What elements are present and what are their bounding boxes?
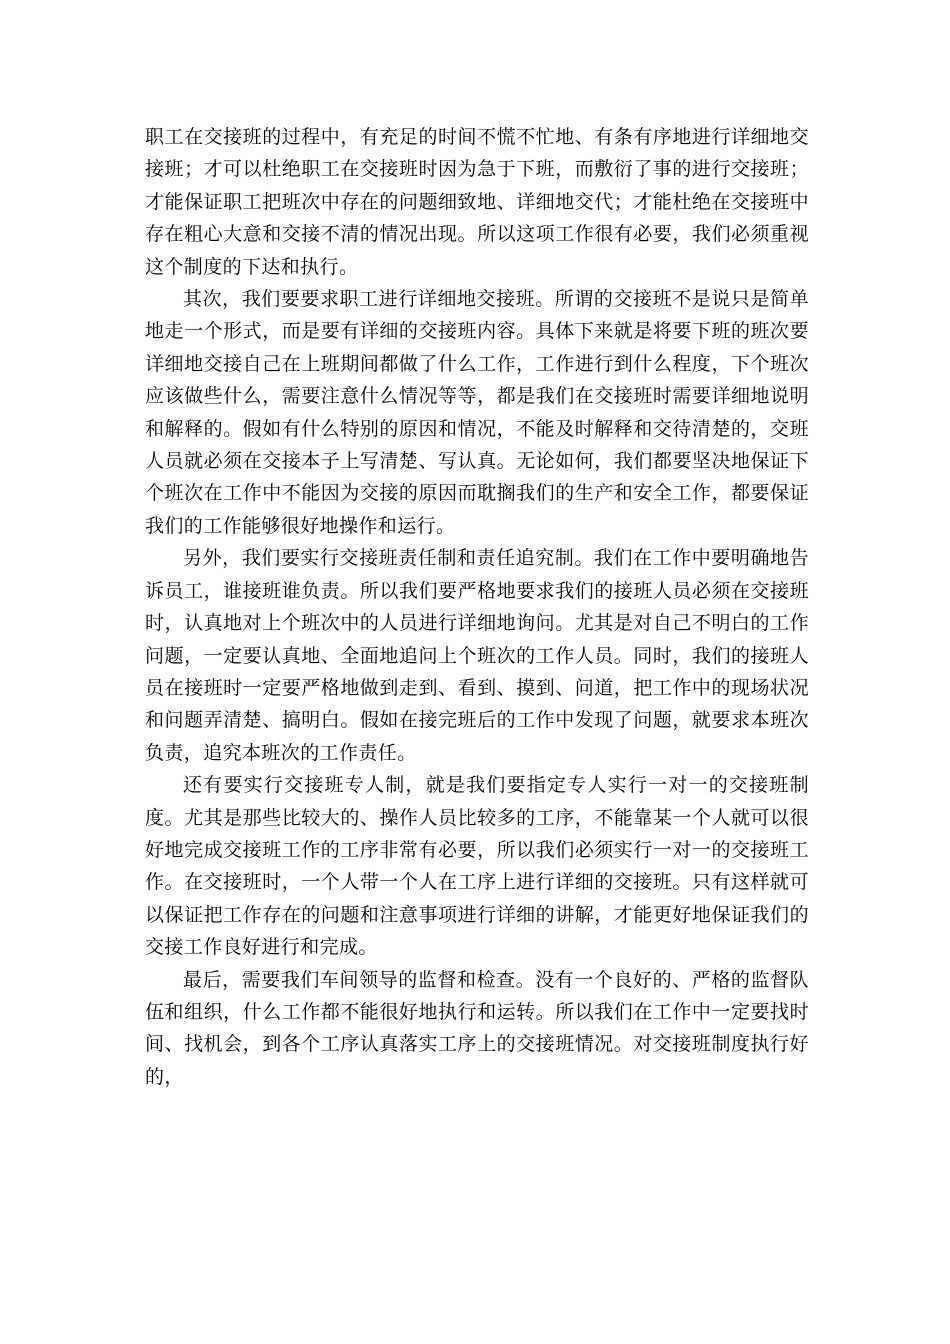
- paragraph-finally: 最后，需要我们车间领导的监督和检查。没有一个良好的、严格的监督队伍和组织，什么工作都不能很好地执行和运转。所以我们在工作中一定要找时间、找机会，到各个工序认真落实工序上的交接班情况。对交接班制度执行好的，: [145, 968, 809, 1088]
- paragraph-secondly: 其次，我们要要求职工进行详细地交接班。所谓的交接班不是说只是简单地走一个形式，而是要有详细的交接班内容。具体下来就是将要下班的班次要详细地交接自己在上班期间都做了什么工作，工作进行到什么程度，下个班次应该做些什么，需要注意什么情况等等，都是我们在交接班时需要详细地说明和解释的。假如有什么特别的原因和情况，不能及时解释和交待清楚的，交班人员就必须在交接本子上写清楚、写认真。无论如何，我们都要坚决地保证下个班次在工作中不能因为交接的原因而耽搁我们的生产和安全工作，都要保证我们的工作能够很好地操作和运行。: [145, 288, 809, 537]
- paragraph-additionally: 另外，我们要实行交接班责任制和责任追究制。我们在工作中要明确地告诉员工，谁接班谁负责。所以我们要严格地要求我们的接班人员必须在交接班时，认真地对上个班次中的人员进行详细地询问。尤其是对自己不明白的工作问题，一定要认真地、全面地追问上个班次的工作人员。同时，我们的接班人员在接班时一定要严格地做到走到、看到、摸到、问道，把工作中的现场状况和问题弄清楚、搞明白。假如在接完班后的工作中发现了问题，就要求本班次负责，追究本班次的工作责任。: [145, 547, 809, 764]
- document-page: [145, 121, 809, 1093]
- paragraph-continued: 职工在交接班的过程中，有充足的时间不慌不忙地、有条有序地进行详细地交接班；才可以杜绝职工在交接班时因为急于下班，而敷衍了事的进行交接班；才能保证职工把班次中存在的问题细致地、详细地交代；才能杜绝在交接班中存在粗心大意和交接不清的情况出现。所以这项工作很有必要，我们必须重视这个制度的下达和执行。: [145, 126, 809, 278]
- paragraph-dedicated-person: 还有要实行交接班专人制，就是我们要指定专人实行一对一的交接班制度。尤其是那些比较大的、操作人员比较多的工序，不能靠某一个人就可以很好地完成交接班工作的工序非常有必要，所以我们必须实行一对一的交接班工作。在交接班时，一个人带一个人在工序上进行详细的交接班。只有这样就可以保证把工作存在的问题和注意事项进行详细的讲解，才能更好地保证我们的交接工作良好进行和完成。: [145, 774, 809, 959]
